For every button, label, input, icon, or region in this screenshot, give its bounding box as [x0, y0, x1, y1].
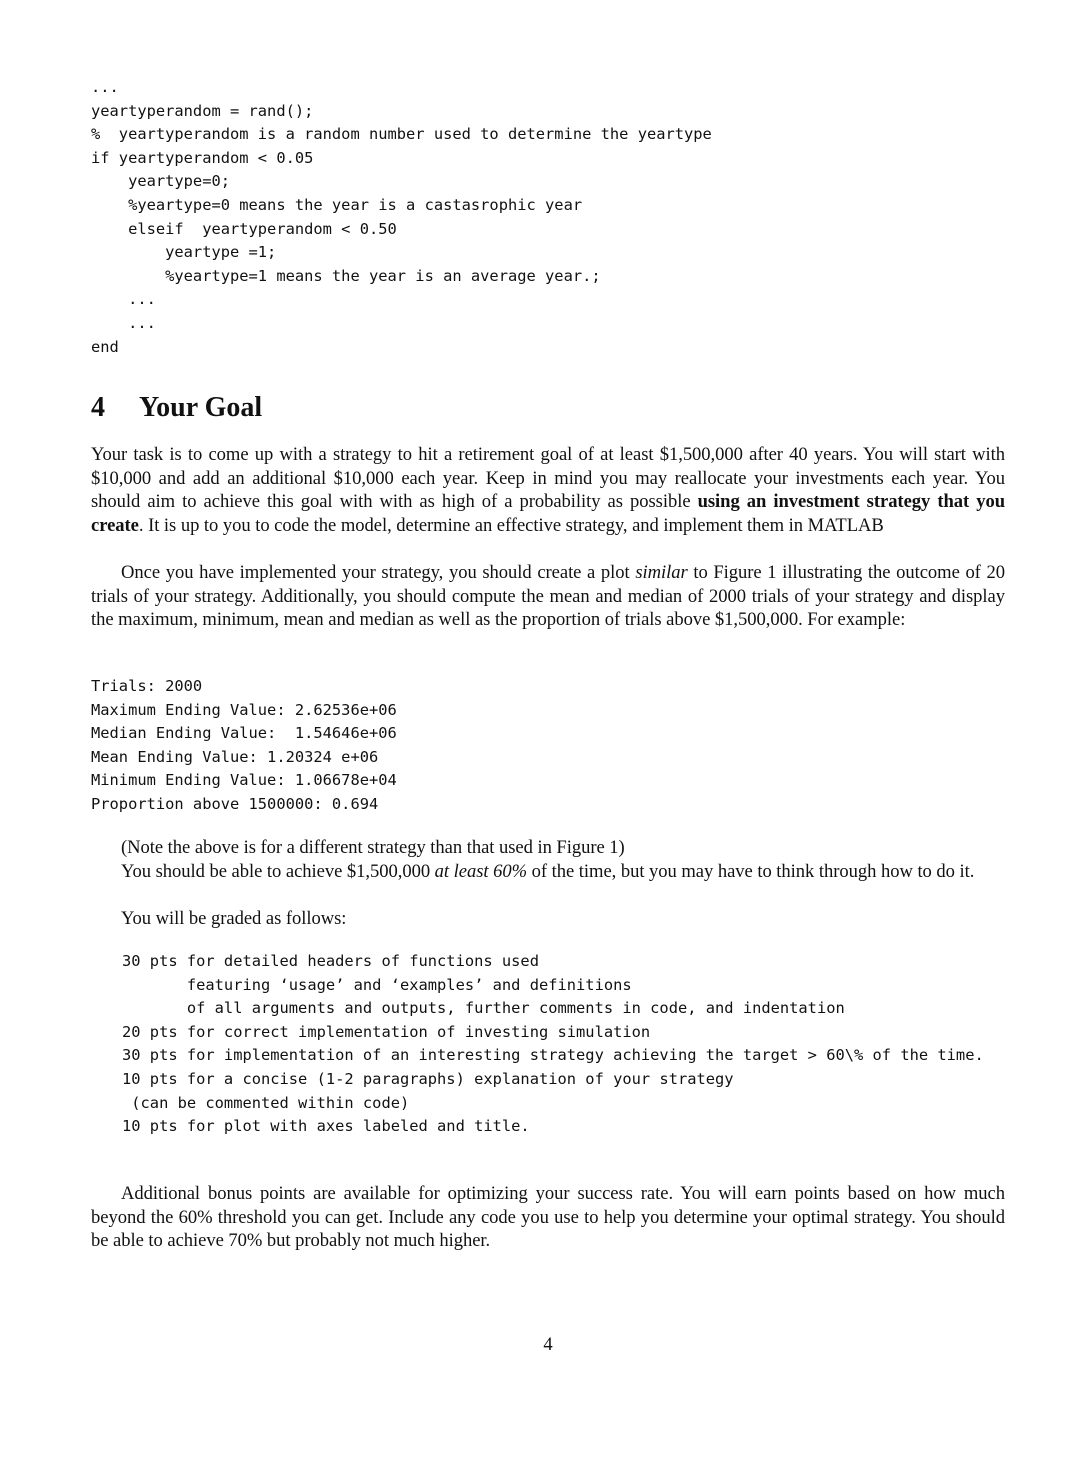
- code-line: ...: [91, 313, 156, 332]
- code-line: 20 pts for correct implementation of investing simulation: [122, 1022, 651, 1041]
- code-line: if yeartyperandom < 0.05: [91, 148, 314, 167]
- section-heading: [91, 390, 262, 426]
- code-line: 30 pts for detailed headers of functions used: [122, 952, 539, 970]
- italic-phrase: at least 60%: [434, 861, 528, 882]
- code-line: 10 pts for a concise (1-2 paragraphs) explanation of your strategy: [122, 1069, 734, 1088]
- code-line: yeartype =1;: [91, 243, 277, 262]
- code-line: elseif yeartyperandom < 0.50: [91, 219, 397, 238]
- code-line: ...: [91, 78, 119, 96]
- code-line: end: [91, 337, 119, 356]
- code-line: yeartyperandom = rand();: [91, 101, 314, 120]
- code-line: Minimum Ending Value: 1.06678e+04: [91, 771, 397, 790]
- paragraph-text: Once you have implemented your strategy, you should create a plot: [121, 562, 636, 583]
- page-number: 4: [543, 1334, 553, 1355]
- paragraph-text: You should be able to achieve $1,500,000: [121, 861, 435, 882]
- code-line: (can be commented within code): [122, 1093, 410, 1112]
- code-line: % yeartyperandom is a random number used to determine the yeartype: [91, 125, 712, 144]
- grading-intro: You will be graded as follows:: [121, 908, 347, 929]
- paragraph-text: of the time, but you may have to think through how to do it.: [527, 861, 975, 882]
- paragraph-text: . It is up to you to code the model, determine an effective strategy, and implement them in MATLAB: [138, 514, 884, 536]
- code-block-grading: [122, 950, 984, 1139]
- code-block-yeartype: [91, 76, 712, 359]
- section-number: 4: [91, 392, 105, 423]
- bold-phrase: using an investment strategy that you create: [91, 491, 1005, 536]
- code-line: Trials: 2000: [91, 677, 203, 695]
- code-line: Proportion above 1500000: 0.694: [91, 794, 379, 813]
- note-paragraph: (Note the above is for a different strategy than that used in Figure 1): [121, 837, 625, 858]
- section-title: Your Goal: [139, 392, 263, 423]
- code-block-example-output: [91, 675, 397, 817]
- target-paragraph: [91, 860, 1005, 884]
- code-line: %yeartype=1 means the year is an average year.;: [91, 266, 601, 285]
- italic-phrase: similar: [635, 562, 688, 583]
- code-line: ...: [91, 290, 156, 309]
- code-line: Mean Ending Value: 1.20324 e+06: [91, 747, 379, 766]
- paragraph-text: to Figure 1 illustrating the outcome of 20 trials of your strategy. Additionally, you should compute the mean and median of 2000 trials of your strategy and display the maximum, minimum, mean and median as well as the proportion of trials above $1,500,000. For example:: [91, 562, 1005, 631]
- code-line: 10 pts for plot with axes labeled and title.: [122, 1117, 530, 1136]
- plot-instructions-paragraph: [91, 561, 1005, 632]
- code-line: %yeartype=0 means the year is a castasrophic year: [91, 195, 583, 214]
- goal-paragraph: [91, 443, 1005, 537]
- code-line: featuring ‘usage’ and ‘examples’ and definitions: [122, 975, 632, 994]
- bonus-paragraph: Additional bonus points are available for optimizing your success rate. You will earn points based on how much beyond the 60% threshold you can get. Include any code you use to help you determine your optimal strategy. You should be able to achieve 70% but probably not much higher.: [91, 1183, 1005, 1252]
- code-line: Median Ending Value: 1.54646e+06: [91, 724, 397, 743]
- paragraph-text: Your task is to come up with a strategy to hit a retirement goal of at least $1,500,000 after 40 years. You will start with $10,000 and add an additional $10,000 each year. Keep in mind you may reallocate your investments each year. You should aim to achieve this goal with with as high of a probability as possible: [91, 444, 1005, 513]
- code-line: Maximum Ending Value: 2.62536e+06: [91, 700, 397, 719]
- code-line: of all arguments and outputs, further comments in code, and indentation: [122, 999, 845, 1018]
- code-line: yeartype=0;: [91, 172, 230, 191]
- code-line: 30 pts for implementation of an interesting strategy achieving the target > 60\% of the time.: [122, 1046, 984, 1065]
